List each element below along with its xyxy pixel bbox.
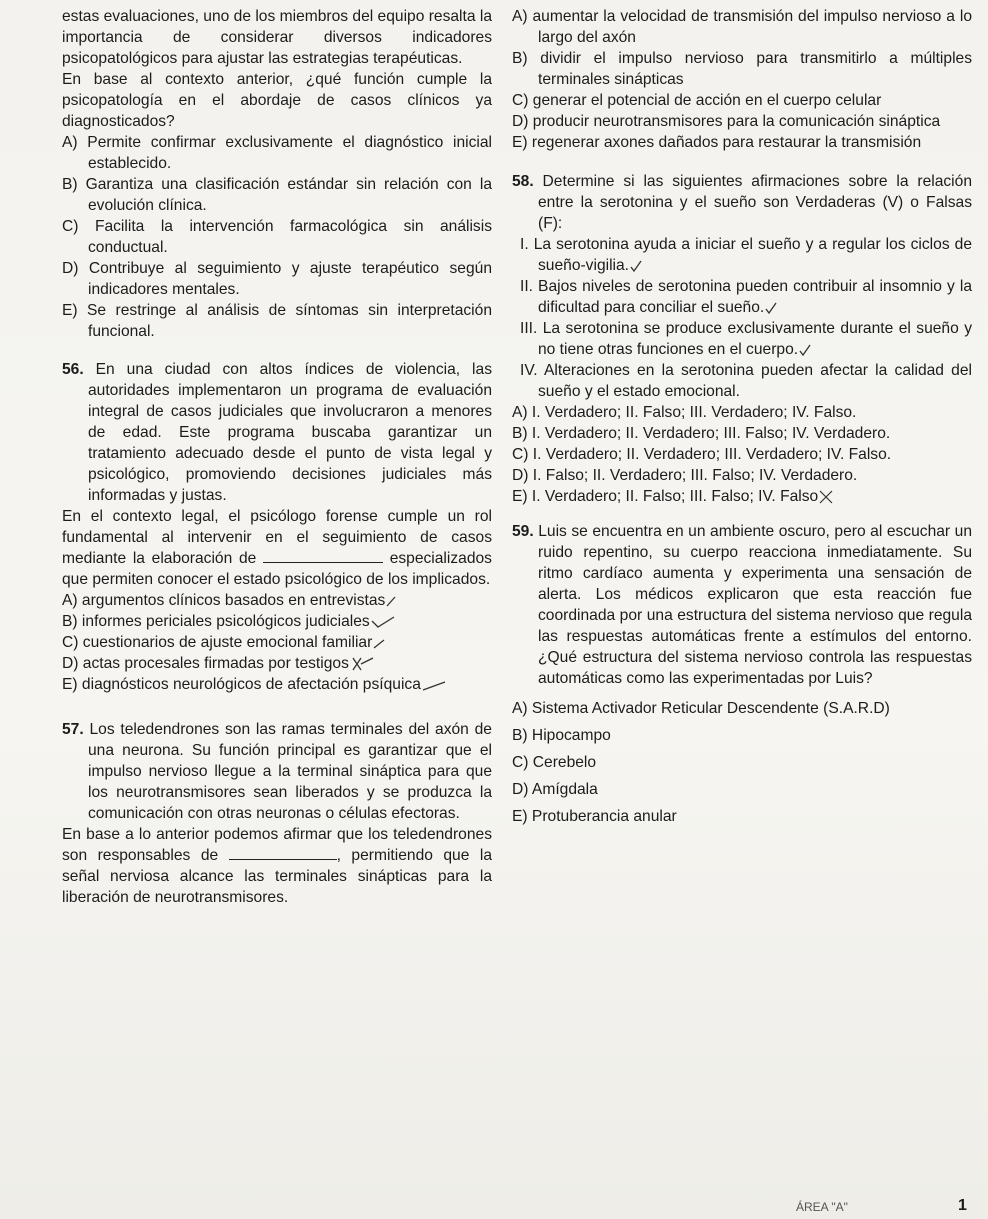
q59-stem: Luis se encuentra en un ambiente oscuro, pero al escuchar un ruido repentino, su cuerpo reacciona inmediatamente. Su ritmo cardíaco aumenta y experimenta una sensación de alerta. Los médicos explicaron que esta reacción fue coordinada por una estructura del sistema nervioso que regula las respuestas automáticas frente a estímulos del entorno. ¿Qué estructura del sistema nervioso controla las respuestas automáticas como las experimentadas por Luis? <box>538 523 972 687</box>
q58-option-e[interactable] <box>512 486 972 507</box>
check-mark-icon <box>370 615 396 629</box>
q56-number: 56. <box>62 361 84 378</box>
q59-options <box>512 695 972 830</box>
cross-mark-icon <box>349 656 375 672</box>
q56-option-a-text: A) argumentos clínicos basados en entrevistas <box>62 592 386 609</box>
q59-option-a[interactable]: A) Sistema Activador Reticular Descendente (S.A.R.D) <box>512 700 890 717</box>
q58-number: 58. <box>512 173 534 190</box>
q58-block <box>512 171 972 234</box>
q56-option-d-text: D) actas procesales firmadas por testigos <box>62 655 349 672</box>
q57-prompt <box>62 824 492 908</box>
q57-option-c[interactable]: C) generar el potencial de acción en el cuerpo celular <box>512 92 882 109</box>
q55-options <box>62 132 492 342</box>
right-column <box>512 6 972 830</box>
q57-option-a[interactable]: A) aumentar la velocidad de transmisión del impulso nervioso a lo largo del axón <box>512 8 972 46</box>
check-mark-icon <box>798 343 812 357</box>
q58-stem: Determine si las siguientes afirmaciones sobre la relación entre la serotonina y el sueño son Verdaderas (V) o Falsas (F): <box>538 173 972 232</box>
area-label: ÁREA "A" <box>796 1200 848 1214</box>
q55-stem: En base al contexto anterior, ¿qué función cumple la psicopatología en el abordaje de casos clínicos ya diagnosticados? <box>62 71 492 130</box>
cross-mark-icon <box>421 678 447 692</box>
q56-stem: En una ciudad con altos índices de violencia, las autoridades implementaron un programa de evaluación integral de casos judiciales que involucraron a menores de edad. Este programa buscaba garantizar un tratamiento adecuado desde el punto de vista legal y psicológico, promoviendo decisiones judiciales más informadas y justas. <box>88 361 492 504</box>
q58-option-d[interactable]: D) I. Falso; II. Verdadero; III. Falso; IV. Verdadero. <box>512 467 858 484</box>
q56-options <box>62 590 492 695</box>
q56-option-d[interactable] <box>62 653 492 674</box>
cross-mark-icon <box>818 489 834 505</box>
q59-number: 59. <box>512 523 534 540</box>
q57-prompt-b: , permitiendo que la señal nerviosa alcance las terminales sinápticas para la liberación de neurotransmisores. <box>62 847 492 906</box>
q56-option-b[interactable] <box>62 611 492 632</box>
q56-option-a[interactable] <box>62 590 492 611</box>
q55-option-a[interactable]: A) Permite confirmar exclusivamente el diagnóstico inicial establecido. <box>62 134 492 172</box>
q57-block <box>62 719 492 824</box>
q59-option-b[interactable]: B) Hipocampo <box>512 727 611 744</box>
q57-blank[interactable] <box>229 845 337 860</box>
q56-option-b-text: B) informes periciales psicológicos judiciales <box>62 613 370 630</box>
q58-statement-1 <box>512 234 972 276</box>
q58-options <box>512 402 972 507</box>
check-mark-icon <box>385 594 403 608</box>
q58-statements <box>512 234 972 402</box>
q57-option-b[interactable]: B) dividir el impulso nervioso para transmitirlo a múltiples terminales sinápticas <box>512 50 972 88</box>
q56-prompt <box>62 506 492 590</box>
q55-option-c[interactable]: C) Facilita la intervención farmacológica sin análisis conductual. <box>62 218 492 256</box>
q58-statement-1-text: I. La serotonina ayuda a iniciar el sueño y a regular los ciclos de sueño-vigilia. <box>520 236 972 274</box>
q59-block <box>512 521 972 689</box>
q57-number: 57. <box>62 721 84 738</box>
page-number: 1 <box>958 1197 967 1214</box>
q58-statement-3 <box>512 318 972 360</box>
q56-option-e[interactable] <box>62 674 492 695</box>
q58-statement-2-text: II. Bajos niveles de serotonina pueden contribuir al insomnio y la dificultad para conciliar el sueño. <box>520 278 972 316</box>
check-mark-icon <box>629 259 643 273</box>
q58-option-b[interactable]: B) I. Verdadero; II. Verdadero; III. Falso; IV. Verdadero. <box>512 425 891 442</box>
q55-option-b[interactable]: B) Garantiza una clasificación estándar sin relación con la evolución clínica. <box>62 176 492 214</box>
q57-stem: Los teledendrones son las ramas terminales del axón de una neurona. Su función principal es garantizar que el impulso nervioso llegue a la terminal sináptica para que los neurotransmisores sean liberados y se produzca la comunicación con otras neuronas o células efectoras. <box>88 721 492 822</box>
q58-statement-4-text: IV. Alteraciones en la serotonina pueden afectar la calidad del sueño y el estado emocional. <box>520 362 972 400</box>
check-mark-icon <box>372 636 390 650</box>
q59-option-c[interactable]: C) Cerebelo <box>512 754 597 771</box>
intro-continuation: estas evaluaciones, uno de los miembros del equipo resalta la importancia de considerar diversos indicadores psicopatológicos para ajustar las estrategias terapéuticas. <box>62 8 492 67</box>
q55-option-d[interactable]: D) Contribuye al seguimiento y ajuste terapéutico según indicadores mentales. <box>62 260 492 298</box>
q57-prompt-a: En base a lo anterior podemos afirmar que los teledendrones son responsables de <box>62 826 492 864</box>
q56-option-c[interactable] <box>62 632 492 653</box>
q57-option-d[interactable]: D) producir neurotransmisores para la comunicación sináptica <box>512 113 941 130</box>
q59-option-d[interactable]: D) Amígdala <box>512 781 598 798</box>
q56-prompt-a: En el contexto legal, el psicólogo forense cumple un rol fundamental al intervenir en el seguimiento de casos mediante la elaboración de <box>62 508 492 567</box>
check-mark-icon <box>764 301 778 315</box>
q56-block <box>62 359 492 506</box>
q56-blank[interactable] <box>263 548 383 563</box>
q56-option-c-text: C) cuestionarios de ajuste emocional familiar <box>62 634 373 651</box>
q58-option-e-text: E) I. Verdadero; II. Falso; III. Falso; IV. Falso <box>512 488 819 505</box>
q57-option-e[interactable]: E) regenerar axones dañados para restaurar la transmisión <box>512 134 922 151</box>
q58-option-c[interactable]: C) I. Verdadero; II. Verdadero; III. Verdadero; IV. Falso. <box>512 446 892 463</box>
q58-statement-4 <box>512 360 972 402</box>
q56-prompt-b: especializados que permiten conocer el estado psicológico de los implicados. <box>62 550 492 588</box>
q55-option-e[interactable]: E) Se restringe al análisis de síntomas sin interpretación funcional. <box>62 302 492 340</box>
q56-option-e-text: E) diagnósticos neurológicos de afectación psíquica <box>62 676 421 693</box>
left-column <box>62 6 492 908</box>
q58-option-a[interactable]: A) I. Verdadero; II. Falso; III. Verdadero; IV. Falso. <box>512 404 857 421</box>
q57-options <box>512 6 972 153</box>
q58-statement-3-text: III. La serotonina se produce exclusivamente durante el sueño y no tiene otras funciones en el cuerpo. <box>520 320 972 358</box>
q59-option-e[interactable]: E) Protuberancia anular <box>512 808 677 825</box>
q58-statement-2 <box>512 276 972 318</box>
